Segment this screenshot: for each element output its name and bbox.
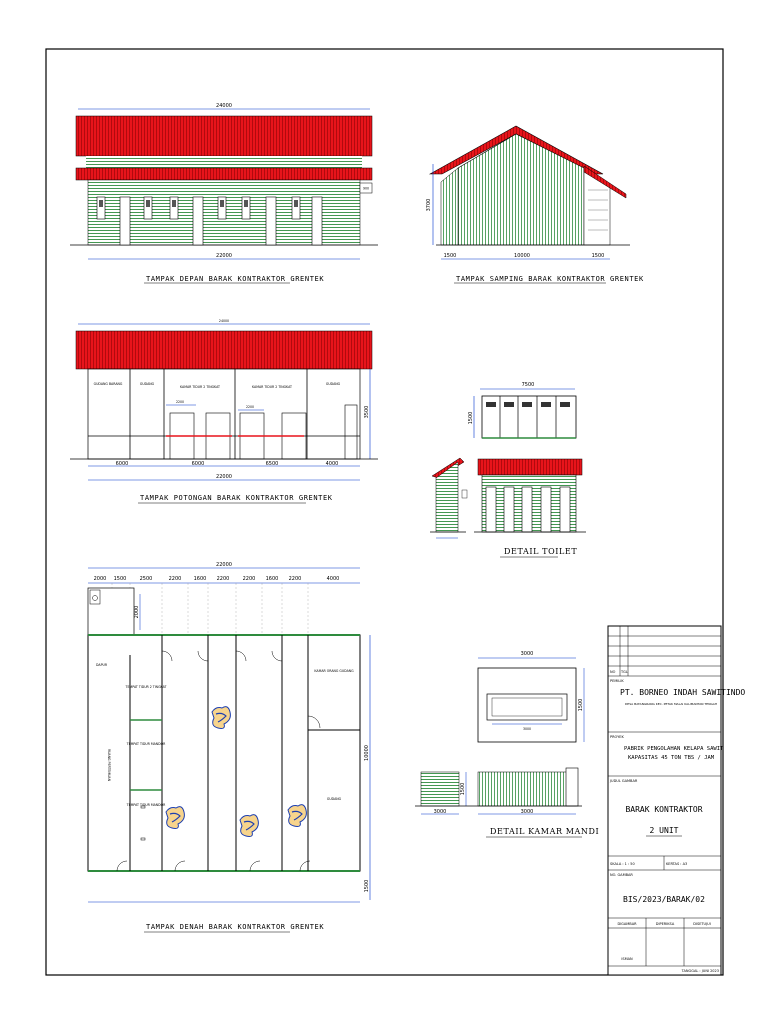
plan-title: TAMPAK DENAH BARAK KONTRAKTOR GRENTEK <box>146 923 325 931</box>
tb-drawing-label: JUDUL GAMBAR <box>610 779 638 783</box>
section-label-0: GUDANG BARANG <box>93 382 123 386</box>
tb-no: NO <box>610 670 616 674</box>
section-inner-dim-0: 2200 <box>175 400 185 404</box>
bathroom-title: DETAIL KAMAR MANDI <box>490 827 600 836</box>
section-label-1: GUDANG <box>139 382 155 386</box>
toilet-title: DETAIL TOILET <box>504 547 578 556</box>
section-dim-2: 6500 <box>265 461 279 467</box>
plan-label-6: GUDANG <box>326 797 342 801</box>
plan-top-dim: 22000 <box>216 562 232 568</box>
plan-height-dim: 10000 <box>364 745 370 761</box>
front-elevation-title: TAMPAK DEPAN BARAK KONTRAKTOR GRENTEK <box>146 275 325 283</box>
tb-scale: SKALA : 1 : 50 <box>610 862 635 866</box>
plan-seg-8: 2200 <box>288 576 302 582</box>
side-dim-2: 1500 <box>591 253 605 259</box>
tb-tgl: TGL <box>621 670 628 674</box>
tb-drafter: ISMAN <box>621 957 633 961</box>
plan-label-5: KAMAR ORANG GUDANG <box>314 669 354 673</box>
section-dim-0: 6000 <box>115 461 129 467</box>
section-top-dim: 24000 <box>218 319 230 323</box>
tb-owner-label: PEMILIK <box>610 679 624 683</box>
plan-seg-7: 1600 <box>265 576 279 582</box>
section-inner-dim-1: 2200 <box>245 405 255 409</box>
section-title: TAMPAK POTONGAN BARAK KONTRAKTOR GRENTEK <box>140 494 333 502</box>
plan-seg-0: 2000 <box>93 576 107 582</box>
section-label-4: GUDANG <box>325 382 341 386</box>
tb-owner-address: DESA BATANGRANG KEC. PETAK MALAI KALIMANTAN TENGAH <box>625 702 718 706</box>
plan-label-0: DAPUR <box>96 663 108 667</box>
plan-seg-6: 2200 <box>242 576 256 582</box>
bath-side-dim: 1500 <box>578 698 584 712</box>
bath-bottom-dim-1: 3000 <box>520 809 534 815</box>
tb-project-line2: KAPASITAS 45 TON TBS / JAM <box>628 755 715 761</box>
tb-date: TANGGAL : JUNI 2023 <box>681 969 719 973</box>
front-elevation <box>70 103 378 283</box>
front-bottom-dim: 22000 <box>216 253 232 259</box>
section-dim-3: 4000 <box>325 461 339 467</box>
tb-project-label: PROYEK <box>610 735 624 739</box>
bath-bottom-dim-0: 3000 <box>433 809 447 815</box>
plan-seg-4: 1600 <box>193 576 207 582</box>
toilet-width-dim: 7500 <box>521 382 535 388</box>
bath-top-dim: 3000 <box>520 651 534 657</box>
floor-plan <box>88 562 370 932</box>
plan-label-4: RUANG PERTEMUAN <box>107 748 111 782</box>
front-top-dim: 24000 <box>216 103 232 109</box>
section-dim-1: 6000 <box>191 461 205 467</box>
toilet-detail <box>430 382 586 557</box>
front-right-dim: 900 <box>362 186 370 191</box>
side-elevation-title: TAMPAK SAMPING BARAK KONTRAKTOR GRENTEK <box>456 275 644 283</box>
tb-drawing-line2: 2 UNIT <box>649 826 679 835</box>
plan-seg-2: 2500 <box>139 576 153 582</box>
plan-label-2: TEMPAT TIDUR MANDOR <box>126 742 166 746</box>
tb-project-line1: PABRIK PENGOLAHAN KELAPA SAWIT <box>624 746 724 752</box>
plan-label-3: TEMPAT TIDUR MANDOR <box>126 803 166 807</box>
tb-sign-approved: DISETUJUI <box>693 922 711 926</box>
section-total-dim: 22000 <box>216 474 232 480</box>
tb-owner: PT. BORNEO INDAH SAWITINDO <box>620 688 746 697</box>
section-height-dim: 3500 <box>364 405 370 419</box>
tb-drawing-no-label: NO. GAMBAR <box>610 873 633 877</box>
section-label-2: KAMAR TIDUR 2 TINGKAT <box>180 385 220 389</box>
plan-seg-9: 4000 <box>326 576 340 582</box>
plan-seg-1: 1500 <box>113 576 127 582</box>
side-elevation <box>426 126 644 283</box>
bath-inner-dim: 3000 <box>522 727 532 731</box>
section-label-3: KAMAR TIDUR 2 TINGKAT <box>252 385 292 389</box>
section-view <box>70 319 378 503</box>
side-dim-0: 1500 <box>443 253 457 259</box>
plan-side-dim: 2000 <box>134 605 140 619</box>
tb-paper: KERTAS : A3 <box>666 862 688 866</box>
title-block <box>608 626 745 975</box>
toilet-height-dim: 1500 <box>468 411 474 425</box>
tb-sign-drawn: DIGAMBAR <box>617 922 637 926</box>
plan-lower-dim: 1500 <box>364 879 370 893</box>
plan-seg-3: 2200 <box>168 576 182 582</box>
tb-sign-checked: DIPERIKSA <box>655 922 675 926</box>
bath-side-dim-2: 1500 <box>460 782 466 796</box>
side-dim-1: 10000 <box>514 253 530 259</box>
bathroom-detail <box>415 651 599 837</box>
tb-drawing-no: BIS/2023/BARAK/02 <box>623 895 705 904</box>
tb-drawing-line1: BARAK KONTRAKTOR <box>625 805 703 814</box>
plan-label-1: TEMPAT TIDUR 2 TINGKAT <box>125 685 167 689</box>
side-height-dim: 3700 <box>426 198 432 212</box>
plan-seg-5: 2200 <box>216 576 230 582</box>
